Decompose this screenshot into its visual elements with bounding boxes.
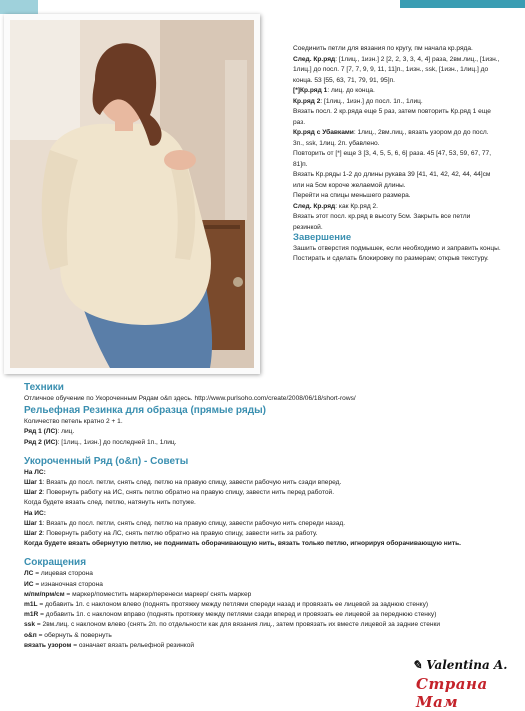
- short-rows-note-bold: Когда будете вязать обернутую петлю, не поднимать оборачивающую нить, вязать только петлю, игнорируя оборачивающую нить.: [24, 540, 461, 548]
- instruction-row: Кр.ряд 2: [1лиц., 1изн.] до посл. 1п., 1лиц.: [293, 97, 423, 105]
- techniques-text: Отличное обучение по Укороченным Рядам о&п здесь. http://www.purlsoho.com/create/2008/06/18/short-rows/: [24, 395, 356, 402]
- abbreviations-list: [24, 569, 504, 651]
- signature: ✎ Valentina A.: [412, 658, 508, 672]
- instruction-row: Повторить от [*] еще 3 [3, 4, 5, 5, 6, 6] раза. 45 [47, 53, 59, 67, 77, 81]п.: [293, 150, 492, 168]
- abbreviation-item: m1L = добавить 1п. с наклоном влево (поднять протяжку между петлями спереди назад и провязать ее лицевой за заднюю стенку): [24, 601, 429, 609]
- finishing-heading: Завершение: [293, 232, 352, 243]
- model-photo: [10, 20, 254, 368]
- abbreviation-item: о&п = обернуть & повернуть: [24, 631, 112, 639]
- short-rows-step: Шаг 2: Повернуть работу на ЛС, снять петлю обратно на правую спицу, завести нить за работу.: [24, 530, 318, 538]
- rib-text: Количество петель кратно 2 + 1.: [24, 418, 123, 426]
- instruction-row: След. Кр.ряд: [1лиц., 1изн.] 2 [2, 2, 3, 3, 4, 4] раза, 2вм.лиц., [1изн., 1лиц.] до посл. 7 [7, 7, 9, 9, 11, 11]п., 1изн., ssk, [1изн., 1лиц.] до конца. 53 [55, 63, 71, 79, 91, 95]п.: [293, 55, 500, 84]
- top-left-decor-stripe: [0, 0, 38, 14]
- woman-in-sweater-illustration: [10, 20, 254, 368]
- top-right-decor-stripe: [400, 0, 525, 8]
- instruction-row: Перейти на спицы меньшего размера.: [293, 192, 411, 199]
- rib-heading: Рельефная Резинка для образца (прямые ряды): [24, 405, 266, 417]
- short-rows-step: Шаг 1: Вязать до посл. петли, снять след. петлю на правую спицу, завести рабочую нить сзади вперед.: [24, 479, 342, 487]
- rib-row: Ряд 2 (ИС): [1лиц., 1изн.] до последней 1п., 1лиц.: [24, 438, 177, 446]
- short-rows-step: Шаг 2: Повернуть работу на ИС, снять петлю обратно на правую спицу, завести нить перед работой.: [24, 489, 335, 497]
- short-rows-side: На ИС:: [24, 509, 46, 517]
- abbreviations-heading: Сокращения: [24, 557, 87, 569]
- site-logo: Страна Мам: [416, 675, 488, 711]
- finishing-text: Зашить отверстия подмышек, если необходимо и заправить концы.: [293, 244, 501, 252]
- abbreviation-item: ssk = 2вм.лиц. с наклоном влево (снять 2п. по отдельности как для вязания лиц., затем провязать их вместе лицевой за задние стенки: [24, 621, 441, 629]
- instruction-row: Кр.ряд с Убавками: 1лиц., 2вм.лиц., вязать узором до до посл. 3п., ssk, 1лиц. 2п. убавлено.: [293, 129, 489, 147]
- intro-text: Соединить петли для вязания по кругу, пм начала кр.ряда.: [293, 45, 473, 52]
- abbreviation-item: ИС = изнаночная сторона: [24, 580, 103, 588]
- instruction-row: Вязать посл. 2 кр.ряда еще 5 раз, затем повторить Кр.ряд 1 еще раз.: [293, 108, 491, 126]
- techniques-heading: Техники: [24, 382, 64, 393]
- finishing-text: Постирать и сделать блокировку по размерам; открыв текстуру.: [293, 255, 489, 262]
- abbreviation-item: m1R = добавить 1п. с наклоном вправо (поднять протяжку между петлями сзади вперед и провязать ее лицевой за переднюю стенку): [24, 611, 437, 619]
- short-rows-side: На ЛС:: [24, 468, 46, 476]
- instruction-row: [*]Кр.ряд 1: лиц. до конца.: [293, 87, 375, 94]
- model-photo-frame: [4, 14, 260, 374]
- instruction-row: След. Кр.ряд: как Кр.ряд 2.: [293, 202, 379, 210]
- pattern-instructions-column: [293, 44, 501, 265]
- instruction-row: Вязать Кр.ряды 1-2 до длины рукава 39 [41, 41, 42, 42, 44, 44]см или на 5см короче желаемой длины.: [293, 171, 491, 189]
- rib-row: Ряд 1 (ЛС): лиц.: [24, 428, 75, 436]
- abbreviation-item: вязать узором = означает вязать рельефной резинкой: [24, 641, 195, 649]
- abbreviation-item: м/пм/прм/см = маркер/поместить маркер/перенеси маркер/ снять маркер: [24, 590, 252, 598]
- abbreviation-item: ЛС = лицевая сторона: [24, 570, 93, 578]
- instruction-row: Вязать этот посл. кр.ряд в высоту 5см. Закрыть все петли резинкой.: [293, 213, 471, 231]
- short-rows-note: Когда будете вязать след. петлю, натянуть нить потуже.: [24, 499, 196, 507]
- short-rows-heading: Укороченный Ряд (о&п) - Советы: [24, 455, 189, 467]
- short-rows-step: Шаг 1: Вязать до посл. петли, снять след. петлю на правую спицу, завести рабочую нить спереди назад.: [24, 519, 346, 527]
- lower-text-section: [24, 381, 504, 651]
